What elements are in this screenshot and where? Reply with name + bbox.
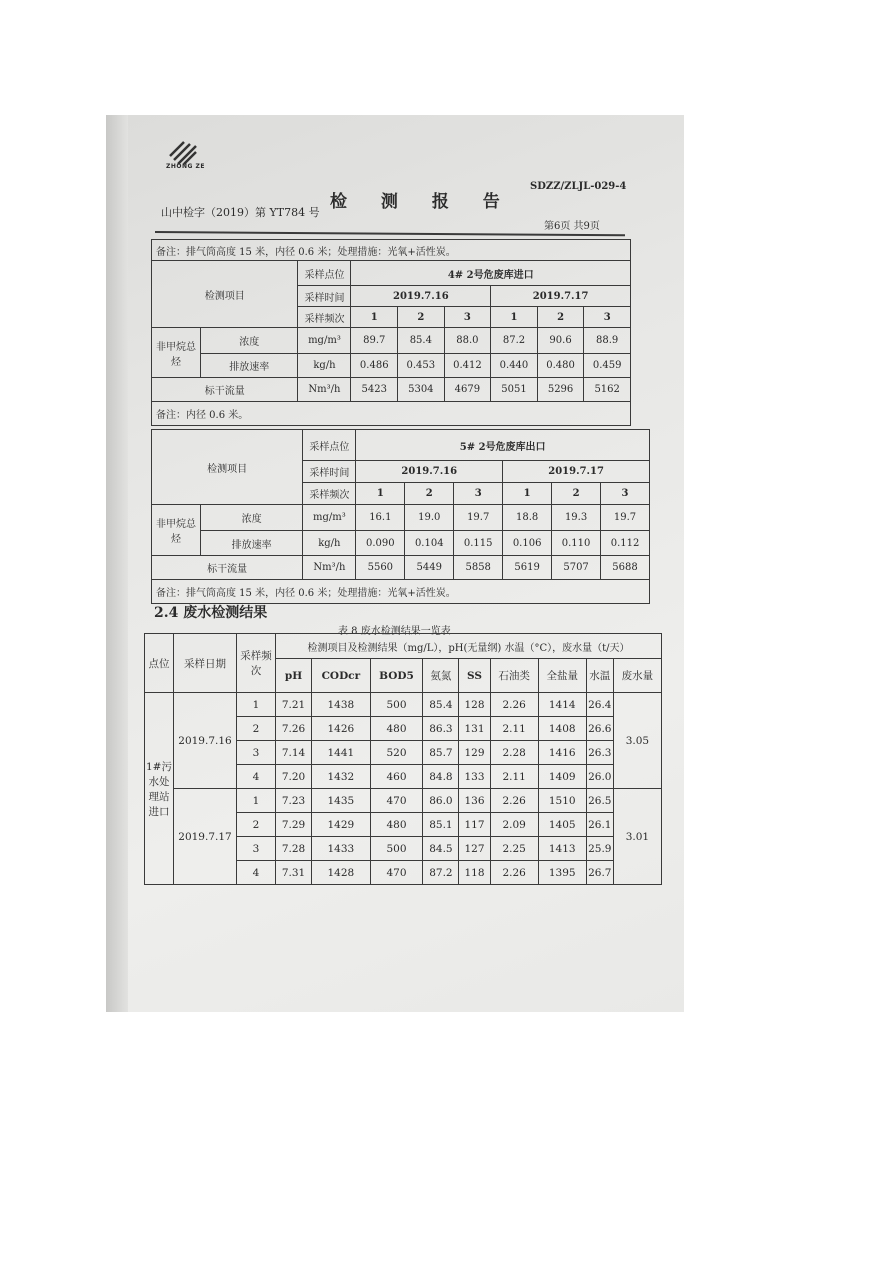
col-header: SS bbox=[459, 659, 490, 693]
value-cell: 1438 bbox=[312, 693, 371, 717]
value-cell: 26.0 bbox=[586, 765, 613, 789]
date-cell: 2019.7.17 bbox=[174, 789, 237, 885]
value-cell: 2.28 bbox=[490, 741, 538, 765]
value-cell: 0.115 bbox=[454, 531, 503, 556]
logo-text: ZHONG ZE bbox=[166, 163, 205, 170]
table-row bbox=[145, 693, 662, 717]
freq-cell: 2 bbox=[398, 307, 445, 328]
value-cell: 128 bbox=[459, 693, 490, 717]
value-cell: 2.26 bbox=[490, 789, 538, 813]
date-cell: 2019.7.16 bbox=[356, 461, 503, 483]
flow-name: 标干流量 bbox=[152, 556, 303, 580]
freq-cell: 4 bbox=[237, 861, 276, 885]
sampling-point: 5# 2号危废库出口 bbox=[356, 430, 650, 461]
row-unit: mg/m³ bbox=[298, 328, 351, 354]
freq-cell: 1 bbox=[503, 483, 552, 505]
value-cell: 2.11 bbox=[490, 717, 538, 741]
value-cell: 480 bbox=[370, 813, 423, 837]
value-cell: 1432 bbox=[312, 765, 371, 789]
row-name: 浓度 bbox=[201, 328, 298, 354]
value-cell: 0.112 bbox=[601, 531, 650, 556]
page-info: 第6页 共9页 bbox=[544, 221, 600, 232]
freq-cell: 2 bbox=[237, 717, 276, 741]
freq-cell: 2 bbox=[405, 483, 454, 505]
value-cell: 86.3 bbox=[423, 717, 459, 741]
value-cell: 0.110 bbox=[552, 531, 601, 556]
header-date: 采样日期 bbox=[174, 634, 237, 693]
value-cell: 0.440 bbox=[491, 354, 538, 378]
flow-unit: Nm³/h bbox=[303, 556, 356, 580]
value-cell: 84.5 bbox=[423, 837, 459, 861]
value-cell: 85.4 bbox=[423, 693, 459, 717]
value-cell: 1414 bbox=[538, 693, 586, 717]
date-cell: 2019.7.17 bbox=[491, 286, 631, 307]
value-cell: 0.104 bbox=[405, 531, 454, 556]
col-header: 废水量 bbox=[613, 659, 661, 693]
freq-cell: 3 bbox=[444, 307, 491, 328]
value-cell: 19.0 bbox=[405, 505, 454, 531]
value-cell: 88.9 bbox=[584, 328, 631, 354]
sampling-point: 4# 2号危废库进口 bbox=[351, 261, 631, 286]
row-unit: mg/m³ bbox=[303, 505, 356, 531]
flow-cell: 3.05 bbox=[613, 693, 661, 789]
value-cell: 5858 bbox=[454, 556, 503, 580]
value-cell: 500 bbox=[370, 837, 423, 861]
point-label: 采样点位 bbox=[298, 261, 351, 286]
value-cell: 5619 bbox=[503, 556, 552, 580]
row-name: 浓度 bbox=[201, 505, 303, 531]
col-header: 氨氮 bbox=[423, 659, 459, 693]
col-header: pH bbox=[276, 659, 312, 693]
value-cell: 26.3 bbox=[586, 741, 613, 765]
date-cell: 2019.7.16 bbox=[174, 693, 237, 789]
value-cell: 7.23 bbox=[276, 789, 312, 813]
col-header: CODcr bbox=[312, 659, 371, 693]
row-name: 排放速率 bbox=[201, 531, 303, 556]
value-cell: 84.8 bbox=[423, 765, 459, 789]
value-cell: 5304 bbox=[398, 378, 445, 402]
freq-cell: 3 bbox=[454, 483, 503, 505]
value-cell: 0.412 bbox=[444, 354, 491, 378]
value-cell: 85.4 bbox=[398, 328, 445, 354]
value-cell: 5423 bbox=[351, 378, 398, 402]
freq-cell: 3 bbox=[601, 483, 650, 505]
param-name: 非甲烷总烃 bbox=[152, 505, 201, 556]
wastewater-table bbox=[144, 633, 662, 885]
value-cell: 85.1 bbox=[423, 813, 459, 837]
time-label: 采样时间 bbox=[298, 286, 351, 307]
flow-name: 标干流量 bbox=[152, 378, 298, 402]
col-header: 石油类 bbox=[490, 659, 538, 693]
col-header: 全盐量 bbox=[538, 659, 586, 693]
item-header: 检测项目 bbox=[152, 430, 303, 505]
value-cell: 5162 bbox=[584, 378, 631, 402]
report-number: 山中检字（2019）第 YT784 号 bbox=[161, 206, 320, 219]
freq-cell: 3 bbox=[584, 307, 631, 328]
value-cell: 1441 bbox=[312, 741, 371, 765]
value-cell: 2.11 bbox=[490, 765, 538, 789]
value-cell: 2.09 bbox=[490, 813, 538, 837]
value-cell: 136 bbox=[459, 789, 490, 813]
value-cell: 18.8 bbox=[503, 505, 552, 531]
value-cell: 2.25 bbox=[490, 837, 538, 861]
value-cell: 19.7 bbox=[454, 505, 503, 531]
value-cell: 0.480 bbox=[537, 354, 584, 378]
table-note: 备注：排气筒高度 15 米，内径 0.6 米；处理措施：光氧+活性炭。 bbox=[152, 240, 631, 261]
value-cell: 133 bbox=[459, 765, 490, 789]
section-heading: 2.4 废水检测结果 bbox=[154, 605, 268, 621]
value-cell: 470 bbox=[370, 789, 423, 813]
point-label: 采样点位 bbox=[303, 430, 356, 461]
value-cell: 1395 bbox=[538, 861, 586, 885]
value-cell: 1426 bbox=[312, 717, 371, 741]
value-cell: 0.090 bbox=[356, 531, 405, 556]
col-header: 水温 bbox=[586, 659, 613, 693]
date-cell: 2019.7.17 bbox=[503, 461, 650, 483]
value-cell: 470 bbox=[370, 861, 423, 885]
value-cell: 7.14 bbox=[276, 741, 312, 765]
value-cell: 85.7 bbox=[423, 741, 459, 765]
value-cell: 1428 bbox=[312, 861, 371, 885]
value-cell: 7.26 bbox=[276, 717, 312, 741]
value-cell: 1408 bbox=[538, 717, 586, 741]
header-point: 点位 bbox=[145, 634, 174, 693]
value-cell: 5449 bbox=[405, 556, 454, 580]
exhaust-table-inlet bbox=[151, 239, 631, 426]
exhaust-table-outlet bbox=[151, 429, 650, 604]
point-cell: 1#污水处理站进口 bbox=[145, 693, 174, 885]
col-header: BOD5 bbox=[370, 659, 423, 693]
header-group: 检测项目及检测结果（mg/L），pH(无量纲) 水温（°C），废水量（t/天） bbox=[276, 634, 662, 659]
freq-cell: 2 bbox=[237, 813, 276, 837]
value-cell: 117 bbox=[459, 813, 490, 837]
value-cell: 7.31 bbox=[276, 861, 312, 885]
table-note: 备注：排气筒高度 15 米，内径 0.6 米；处理措施：光氧+活性炭。 bbox=[152, 580, 650, 604]
value-cell: 5560 bbox=[356, 556, 405, 580]
value-cell: 19.7 bbox=[601, 505, 650, 531]
freq-cell: 1 bbox=[237, 789, 276, 813]
freq-cell: 1 bbox=[356, 483, 405, 505]
value-cell: 5296 bbox=[537, 378, 584, 402]
value-cell: 5688 bbox=[601, 556, 650, 580]
value-cell: 1433 bbox=[312, 837, 371, 861]
value-cell: 1405 bbox=[538, 813, 586, 837]
report-title: 检 测 报 告 bbox=[330, 192, 514, 212]
value-cell: 480 bbox=[370, 717, 423, 741]
freq-label: 采样频次 bbox=[303, 483, 356, 505]
table-row bbox=[145, 789, 662, 813]
value-cell: 131 bbox=[459, 717, 490, 741]
value-cell: 1510 bbox=[538, 789, 586, 813]
value-cell: 26.7 bbox=[586, 861, 613, 885]
value-cell: 89.7 bbox=[351, 328, 398, 354]
freq-cell: 3 bbox=[237, 837, 276, 861]
paper-shadow bbox=[106, 115, 128, 1012]
value-cell: 86.0 bbox=[423, 789, 459, 813]
value-cell: 7.21 bbox=[276, 693, 312, 717]
item-header: 检测项目 bbox=[152, 261, 298, 328]
value-cell: 87.2 bbox=[491, 328, 538, 354]
freq-cell: 2 bbox=[537, 307, 584, 328]
value-cell: 1413 bbox=[538, 837, 586, 861]
freq-label: 采样频次 bbox=[298, 307, 351, 328]
freq-cell: 4 bbox=[237, 765, 276, 789]
table-note: 备注：内径 0.6 米。 bbox=[152, 402, 631, 426]
value-cell: 5707 bbox=[552, 556, 601, 580]
row-name: 排放速率 bbox=[201, 354, 298, 378]
freq-cell: 1 bbox=[491, 307, 538, 328]
freq-cell: 1 bbox=[351, 307, 398, 328]
value-cell: 2.26 bbox=[490, 693, 538, 717]
value-cell: 88.0 bbox=[444, 328, 491, 354]
value-cell: 26.1 bbox=[586, 813, 613, 837]
value-cell: 4679 bbox=[444, 378, 491, 402]
value-cell: 520 bbox=[370, 741, 423, 765]
value-cell: 129 bbox=[459, 741, 490, 765]
row-unit: kg/h bbox=[303, 531, 356, 556]
value-cell: 26.5 bbox=[586, 789, 613, 813]
value-cell: 1429 bbox=[312, 813, 371, 837]
value-cell: 7.28 bbox=[276, 837, 312, 861]
freq-cell: 3 bbox=[237, 741, 276, 765]
value-cell: 25.9 bbox=[586, 837, 613, 861]
value-cell: 87.2 bbox=[423, 861, 459, 885]
value-cell: 16.1 bbox=[356, 505, 405, 531]
value-cell: 500 bbox=[370, 693, 423, 717]
value-cell: 7.20 bbox=[276, 765, 312, 789]
value-cell: 1435 bbox=[312, 789, 371, 813]
flow-cell: 3.01 bbox=[613, 789, 661, 885]
value-cell: 5051 bbox=[491, 378, 538, 402]
header-freq: 采样频次 bbox=[237, 634, 276, 693]
value-cell: 118 bbox=[459, 861, 490, 885]
table-caption: 表 8 废水检测结果一览表 bbox=[338, 626, 451, 637]
doc-code: SDZZ/ZLJL-029-4 bbox=[530, 181, 627, 192]
value-cell: 1409 bbox=[538, 765, 586, 789]
value-cell: 460 bbox=[370, 765, 423, 789]
freq-cell: 2 bbox=[552, 483, 601, 505]
flow-unit: Nm³/h bbox=[298, 378, 351, 402]
value-cell: 127 bbox=[459, 837, 490, 861]
value-cell: 26.4 bbox=[586, 693, 613, 717]
value-cell: 0.459 bbox=[584, 354, 631, 378]
time-label: 采样时间 bbox=[303, 461, 356, 483]
value-cell: 0.486 bbox=[351, 354, 398, 378]
value-cell: 2.26 bbox=[490, 861, 538, 885]
value-cell: 0.453 bbox=[398, 354, 445, 378]
value-cell: 0.106 bbox=[503, 531, 552, 556]
value-cell: 19.3 bbox=[552, 505, 601, 531]
value-cell: 7.29 bbox=[276, 813, 312, 837]
row-unit: kg/h bbox=[298, 354, 351, 378]
param-name: 非甲烷总烃 bbox=[152, 328, 201, 378]
value-cell: 90.6 bbox=[537, 328, 584, 354]
value-cell: 1416 bbox=[538, 741, 586, 765]
value-cell: 26.6 bbox=[586, 717, 613, 741]
freq-cell: 1 bbox=[237, 693, 276, 717]
date-cell: 2019.7.16 bbox=[351, 286, 491, 307]
